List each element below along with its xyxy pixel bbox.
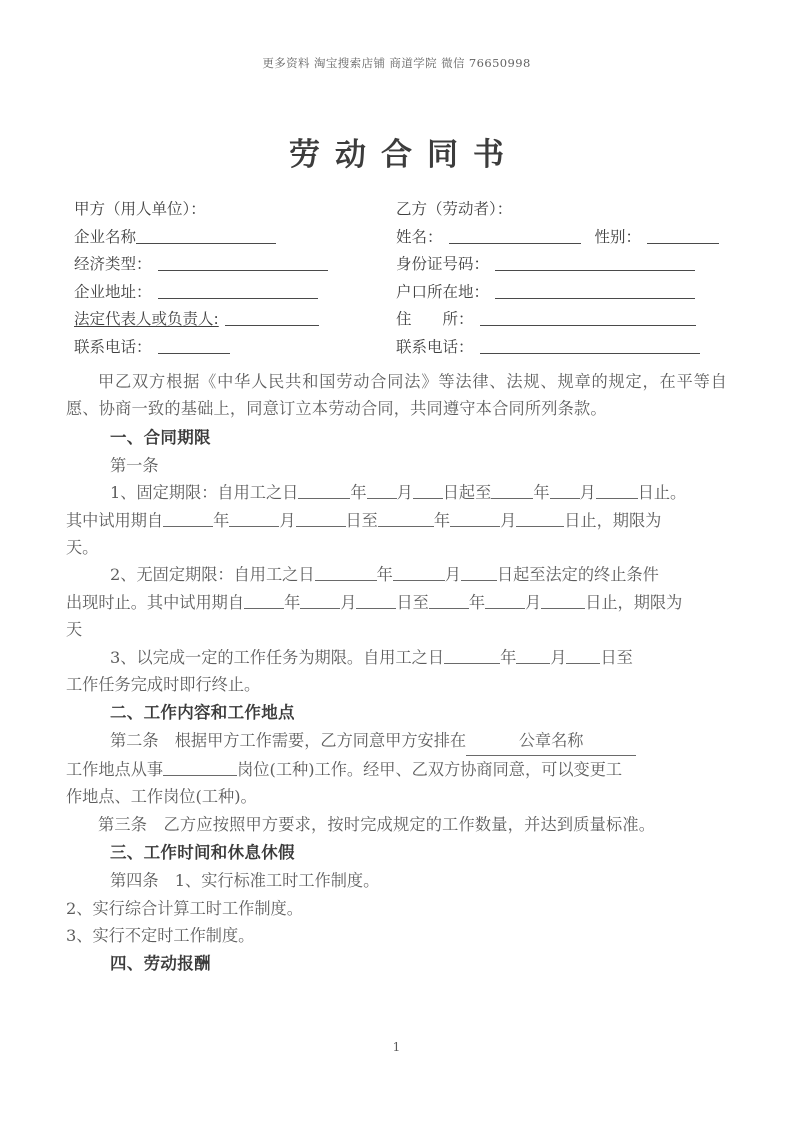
term2-start-day-blank[interactable] xyxy=(461,565,497,581)
term2-start-month-blank[interactable] xyxy=(393,565,445,581)
term1-prob-end-month-blank[interactable] xyxy=(450,511,500,527)
document-body xyxy=(0,368,793,978)
article-1-label: 第一条 xyxy=(110,455,159,475)
field-economic-type-input[interactable] xyxy=(158,253,328,271)
term2-prob-start-year-blank[interactable] xyxy=(244,593,284,609)
field-name-gender-row xyxy=(396,224,726,252)
field-employer-phone xyxy=(74,334,404,362)
field-legal-representative xyxy=(74,306,404,334)
field-company-address xyxy=(74,279,404,307)
term1-prob-y2: 年 xyxy=(433,510,451,530)
term1-start-day-blank[interactable] xyxy=(413,483,443,499)
section-heading-1: 一、合同期限 xyxy=(110,427,211,447)
term2-prob-m1: 月 xyxy=(340,592,357,612)
term1-probation-prefix: 其中试用期自 xyxy=(66,510,164,530)
term1-prob-end-day-blank[interactable] xyxy=(516,511,564,527)
term1-end-day-blank[interactable] xyxy=(596,483,638,499)
article-2-line2-suffix: 岗位(工种)工作。经甲、乙双方协商同意，可以变更工 xyxy=(237,759,623,779)
article-2-line2-prefix: 工作地点从事 xyxy=(66,759,164,779)
field-economic-type xyxy=(74,251,404,279)
field-id-number-input[interactable] xyxy=(495,253,695,271)
term1-prob-start-month-blank[interactable] xyxy=(229,511,279,527)
term-item-1-line-2 xyxy=(0,507,793,534)
party-info-block xyxy=(0,196,793,362)
workplace-name-input[interactable]: 公章名称 xyxy=(466,727,636,755)
term1-end-year-blank[interactable] xyxy=(491,483,533,499)
field-company-name-label: 企业名称 xyxy=(74,227,137,246)
term3-day-blank[interactable] xyxy=(566,648,600,664)
term2-probation-prefix: 出现时止。其中试用期自 xyxy=(66,592,245,612)
page-number: 1 xyxy=(392,1040,401,1054)
article-4-item-1: 第四条 1、实行标准工时工作制度。 xyxy=(110,871,380,891)
term-item-2-line-1 xyxy=(0,561,793,588)
term-item-2-line-3: 天 xyxy=(66,620,83,640)
term2-prob-end-year-blank[interactable] xyxy=(429,593,469,609)
field-name-label: 姓名： xyxy=(396,227,443,246)
term2-prob-y1: 年 xyxy=(284,592,301,612)
field-residence xyxy=(396,306,726,334)
article-2-prefix: 第二条 根据甲方工作需要，乙方同意甲方安排在 xyxy=(110,731,467,751)
field-household-registration-label: 户口所在地： xyxy=(396,282,490,301)
term3-y: 年 xyxy=(500,647,517,667)
term-item-3-prefix: 3、以完成一定的工作任务为期限。自用工之日 xyxy=(110,647,445,667)
article-3-paragraph: 第三条 乙方应按照甲方要求，按时完成规定的工作数量，并达到质量标准。 xyxy=(98,814,656,834)
employee-heading-label: 乙方（劳动者）： xyxy=(396,200,513,218)
field-employee-phone xyxy=(396,334,726,362)
term1-end-suffix: 日止。 xyxy=(637,483,687,503)
watermark-header: 更多资料 淘宝搜索店铺 商道学院 微信 76650998 xyxy=(262,56,531,70)
term2-prob-end-month-blank[interactable] xyxy=(485,593,525,609)
article-4-item-3: 3、实行不定时工作制度。 xyxy=(66,925,255,945)
term2-prob-y2: 年 xyxy=(468,592,485,612)
term2-prob-end-day-blank[interactable] xyxy=(541,593,585,609)
term1-prob-start-day-blank[interactable] xyxy=(296,511,346,527)
article-2-line-1 xyxy=(0,727,793,755)
section-heading-4: 四、劳动报酬 xyxy=(110,954,211,974)
field-economic-type-label: 经济类型： xyxy=(74,255,152,273)
field-gender-label: 性别： xyxy=(594,227,642,246)
field-residence-input[interactable] xyxy=(480,308,696,326)
article-4-item-2: 2、实行综合计算工时工作制度。 xyxy=(66,898,303,918)
term1-prob-m2: 月 xyxy=(500,510,517,530)
field-company-name xyxy=(74,224,404,252)
job-position-blank[interactable] xyxy=(163,760,237,776)
field-household-registration xyxy=(396,279,726,307)
article-2-line-3: 作地点、工作岗位(工种)。 xyxy=(66,787,257,807)
term2-m: 月 xyxy=(444,565,461,585)
term-item-3-line-1 xyxy=(0,644,793,671)
term-item-2-line-2 xyxy=(0,589,793,616)
article-2-line-2 xyxy=(0,756,793,783)
term-item-2-prefix: 2、无固定期限：自用工之日 xyxy=(110,565,315,585)
employer-heading xyxy=(74,196,404,224)
field-household-registration-input[interactable] xyxy=(495,281,695,299)
section-heading-3: 三、工作时间和休息休假 xyxy=(110,843,295,863)
term2-prob-m2: 月 xyxy=(525,592,542,612)
field-employee-phone-label: 联系电话： xyxy=(396,337,474,356)
field-residence-label: 住 所： xyxy=(396,310,474,328)
employee-heading xyxy=(396,196,726,224)
field-employee-phone-input[interactable] xyxy=(480,336,700,354)
term1-prob-y1: 年 xyxy=(213,510,230,530)
field-legal-representative-label: 法定代表人或负责人: xyxy=(74,310,219,328)
term1-end-month-blank[interactable] xyxy=(550,483,580,499)
term1-prob-m1: 月 xyxy=(279,510,296,530)
term1-year-unit: 年 xyxy=(350,483,367,503)
term2-start-year-blank[interactable] xyxy=(315,565,377,581)
field-name-input[interactable] xyxy=(449,226,581,244)
term1-end-year-unit: 年 xyxy=(533,483,550,503)
field-gender-input[interactable] xyxy=(647,226,719,244)
term1-prob-start-year-blank[interactable] xyxy=(163,511,213,527)
term1-start-month-blank[interactable] xyxy=(367,483,397,499)
term1-start-year-blank[interactable] xyxy=(298,483,350,499)
field-employer-phone-input[interactable] xyxy=(158,336,230,354)
section-heading-2: 二、工作内容和工作地点 xyxy=(110,703,295,723)
employer-column xyxy=(74,196,404,361)
term1-prob-tail: 日止，期限为 xyxy=(564,510,662,530)
field-id-number-label: 身份证号码： xyxy=(396,255,490,273)
preamble-paragraph: 甲乙双方根据《中华人民共和国劳动合同法》等法律、法规、规章的规定，在平等自愿、协商一致的基础上，同意订立本劳动合同，共同遵守本合同所列条款。 xyxy=(66,372,727,419)
employee-column xyxy=(396,196,726,361)
field-id-number xyxy=(396,251,726,279)
term2-prob-start-day-blank[interactable] xyxy=(356,593,396,609)
term-item-1-prefix: 1、固定期限：自用工之日 xyxy=(110,483,299,503)
term3-month-blank[interactable] xyxy=(516,648,550,664)
term1-prob-d1: 日至 xyxy=(345,510,378,530)
term3-year-blank[interactable] xyxy=(444,648,500,664)
term-item-1-line-3: 天。 xyxy=(66,538,99,558)
term1-month-unit: 月 xyxy=(396,483,413,503)
field-company-address-label: 企业地址： xyxy=(74,282,152,301)
term1-end-month-unit: 月 xyxy=(579,483,596,503)
term1-prob-end-year-blank[interactable] xyxy=(378,511,434,527)
field-legal-representative-input[interactable] xyxy=(225,308,319,326)
term2-prob-start-month-blank[interactable] xyxy=(300,593,340,609)
page-title: 劳动合同书 xyxy=(289,137,519,173)
field-company-address-input[interactable] xyxy=(158,281,318,299)
field-employer-phone-label: 联系电话： xyxy=(74,337,152,356)
term2-suffix: 日起至法定的终止条件 xyxy=(496,565,659,585)
employer-heading-label: 甲方（用人单位）： xyxy=(74,200,206,218)
term3-suffix: 日至 xyxy=(600,647,633,667)
term2-prob-d1: 日至 xyxy=(396,592,429,612)
term2-prob-tail: 日止，期限为 xyxy=(585,592,683,612)
term-item-1-line-1 xyxy=(0,479,793,506)
term2-y: 年 xyxy=(376,565,393,585)
term3-m: 月 xyxy=(550,647,567,667)
field-company-name-input[interactable] xyxy=(136,226,276,244)
term1-start-suffix: 日起至 xyxy=(442,483,492,503)
term-item-3-line-2: 工作任务完成时即行终止。 xyxy=(66,675,261,695)
